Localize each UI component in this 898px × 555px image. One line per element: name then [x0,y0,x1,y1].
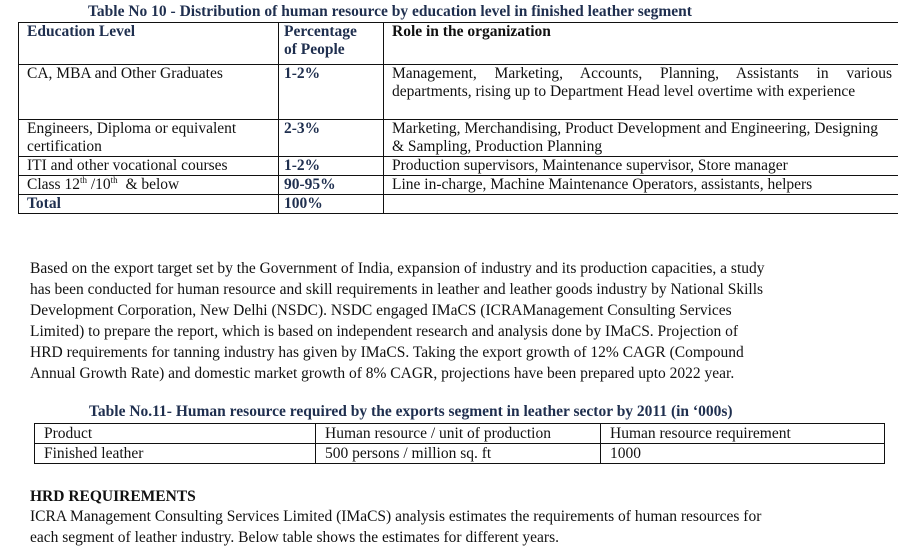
paragraph-line: ICRA Management Consulting Services Limited (IMaCS) analysis estimates the requirements of human resources for [30,508,762,525]
paragraph-line: Annual Growth Rate) and domestic market growth of 8% CAGR, projections have been prepared upto 2022 year. [30,364,735,382]
header-requirement: Human resource requirement [601,424,885,444]
paragraph-line: has been conducted for human resource and skill requirements in leather and leather goods industry by National Skills [30,280,764,298]
table-header-row [19,23,898,65]
paragraph-line: HRD requirements for tanning industry has given by IMaCS. Taking the export growth of 12% CAGR (Compound [30,343,744,361]
header-per-unit: Human resource / unit of production [316,424,601,444]
table11-caption: Table No.11- Human resource required by the exports segment in leather sector by 2011 (in ‘000s) [89,403,733,420]
total-label: Total [19,195,279,214]
requirement-cell: 1000 [601,444,885,464]
table-row [19,176,898,195]
hrd-requirements-heading: HRD REQUIREMENTS [30,488,196,505]
table-row [19,65,898,120]
role-cell: Production supervisors, Maintenance supervisor, Store manager [384,157,898,176]
level-text: & below [117,176,180,193]
level-text: Class 12 [27,176,80,193]
total-percentage: 100% [279,195,384,214]
percentage-cell: 1-2% [279,157,384,176]
role-cell: Management, Marketing, Accounts, Planning, Assistants in various departments, rising up to Department Head level overtime with experience [384,65,898,120]
role-cell: Marketing, Merchandising, Product Development and Engineering, Designing & Sampling, Production Planning [384,120,898,157]
header-percentage [279,23,384,65]
education-level-cell: Engineers, Diploma or equivalent certification [19,120,279,157]
paragraph-line: Based on the export target set by the Government of India, expansion of industry and its production capacities, a study [30,260,765,277]
table-row [19,157,898,176]
superscript: th [79,174,87,185]
header-percentage-line2: of People [284,41,345,58]
paragraph-line: Development Corporation, New Delhi (NSDC). NSDC engaged IMaCS (ICRAManagement Consulting Services [30,301,732,319]
total-row [19,195,898,214]
percentage-cell: 90-95% [279,176,384,195]
header-education-level: Education Level [19,23,279,65]
percentage-cell: 2-3% [279,120,384,157]
paragraph-export-target [30,259,882,384]
paragraph-line: each segment of leather industry. Below table shows the estimates for different years. [30,529,559,546]
export-hr-table [34,423,885,464]
education-level-cell: ITI and other vocational courses [19,157,279,176]
header-role: Role in the organization [384,23,898,65]
table-header-row [35,424,885,444]
education-level-cell: CA, MBA and Other Graduates [19,65,279,120]
table-row [19,120,898,157]
level-text: /10 [86,176,111,193]
percentage-cell: 1-2% [279,65,384,120]
education-level-cell [19,176,279,195]
header-percentage-line1: Percentage [284,23,357,40]
education-distribution-table [18,22,898,214]
paragraph-hrd [30,506,882,548]
per-unit-cell: 500 persons / million sq. ft [316,444,601,464]
table-row [35,444,885,464]
table10-caption: Table No 10 - Distribution of human resource by education level in finished leather segment [88,3,692,20]
role-cell: Line in-charge, Machine Maintenance Operators, assistants, helpers [384,176,898,195]
total-role [384,195,898,214]
product-cell: Finished leather [35,444,316,464]
paragraph-line: Limited) to prepare the report, which is based on independent research and analysis done by IMaCS. Projection of [30,322,739,340]
header-product: Product [35,424,316,444]
superscript: th [110,174,118,185]
